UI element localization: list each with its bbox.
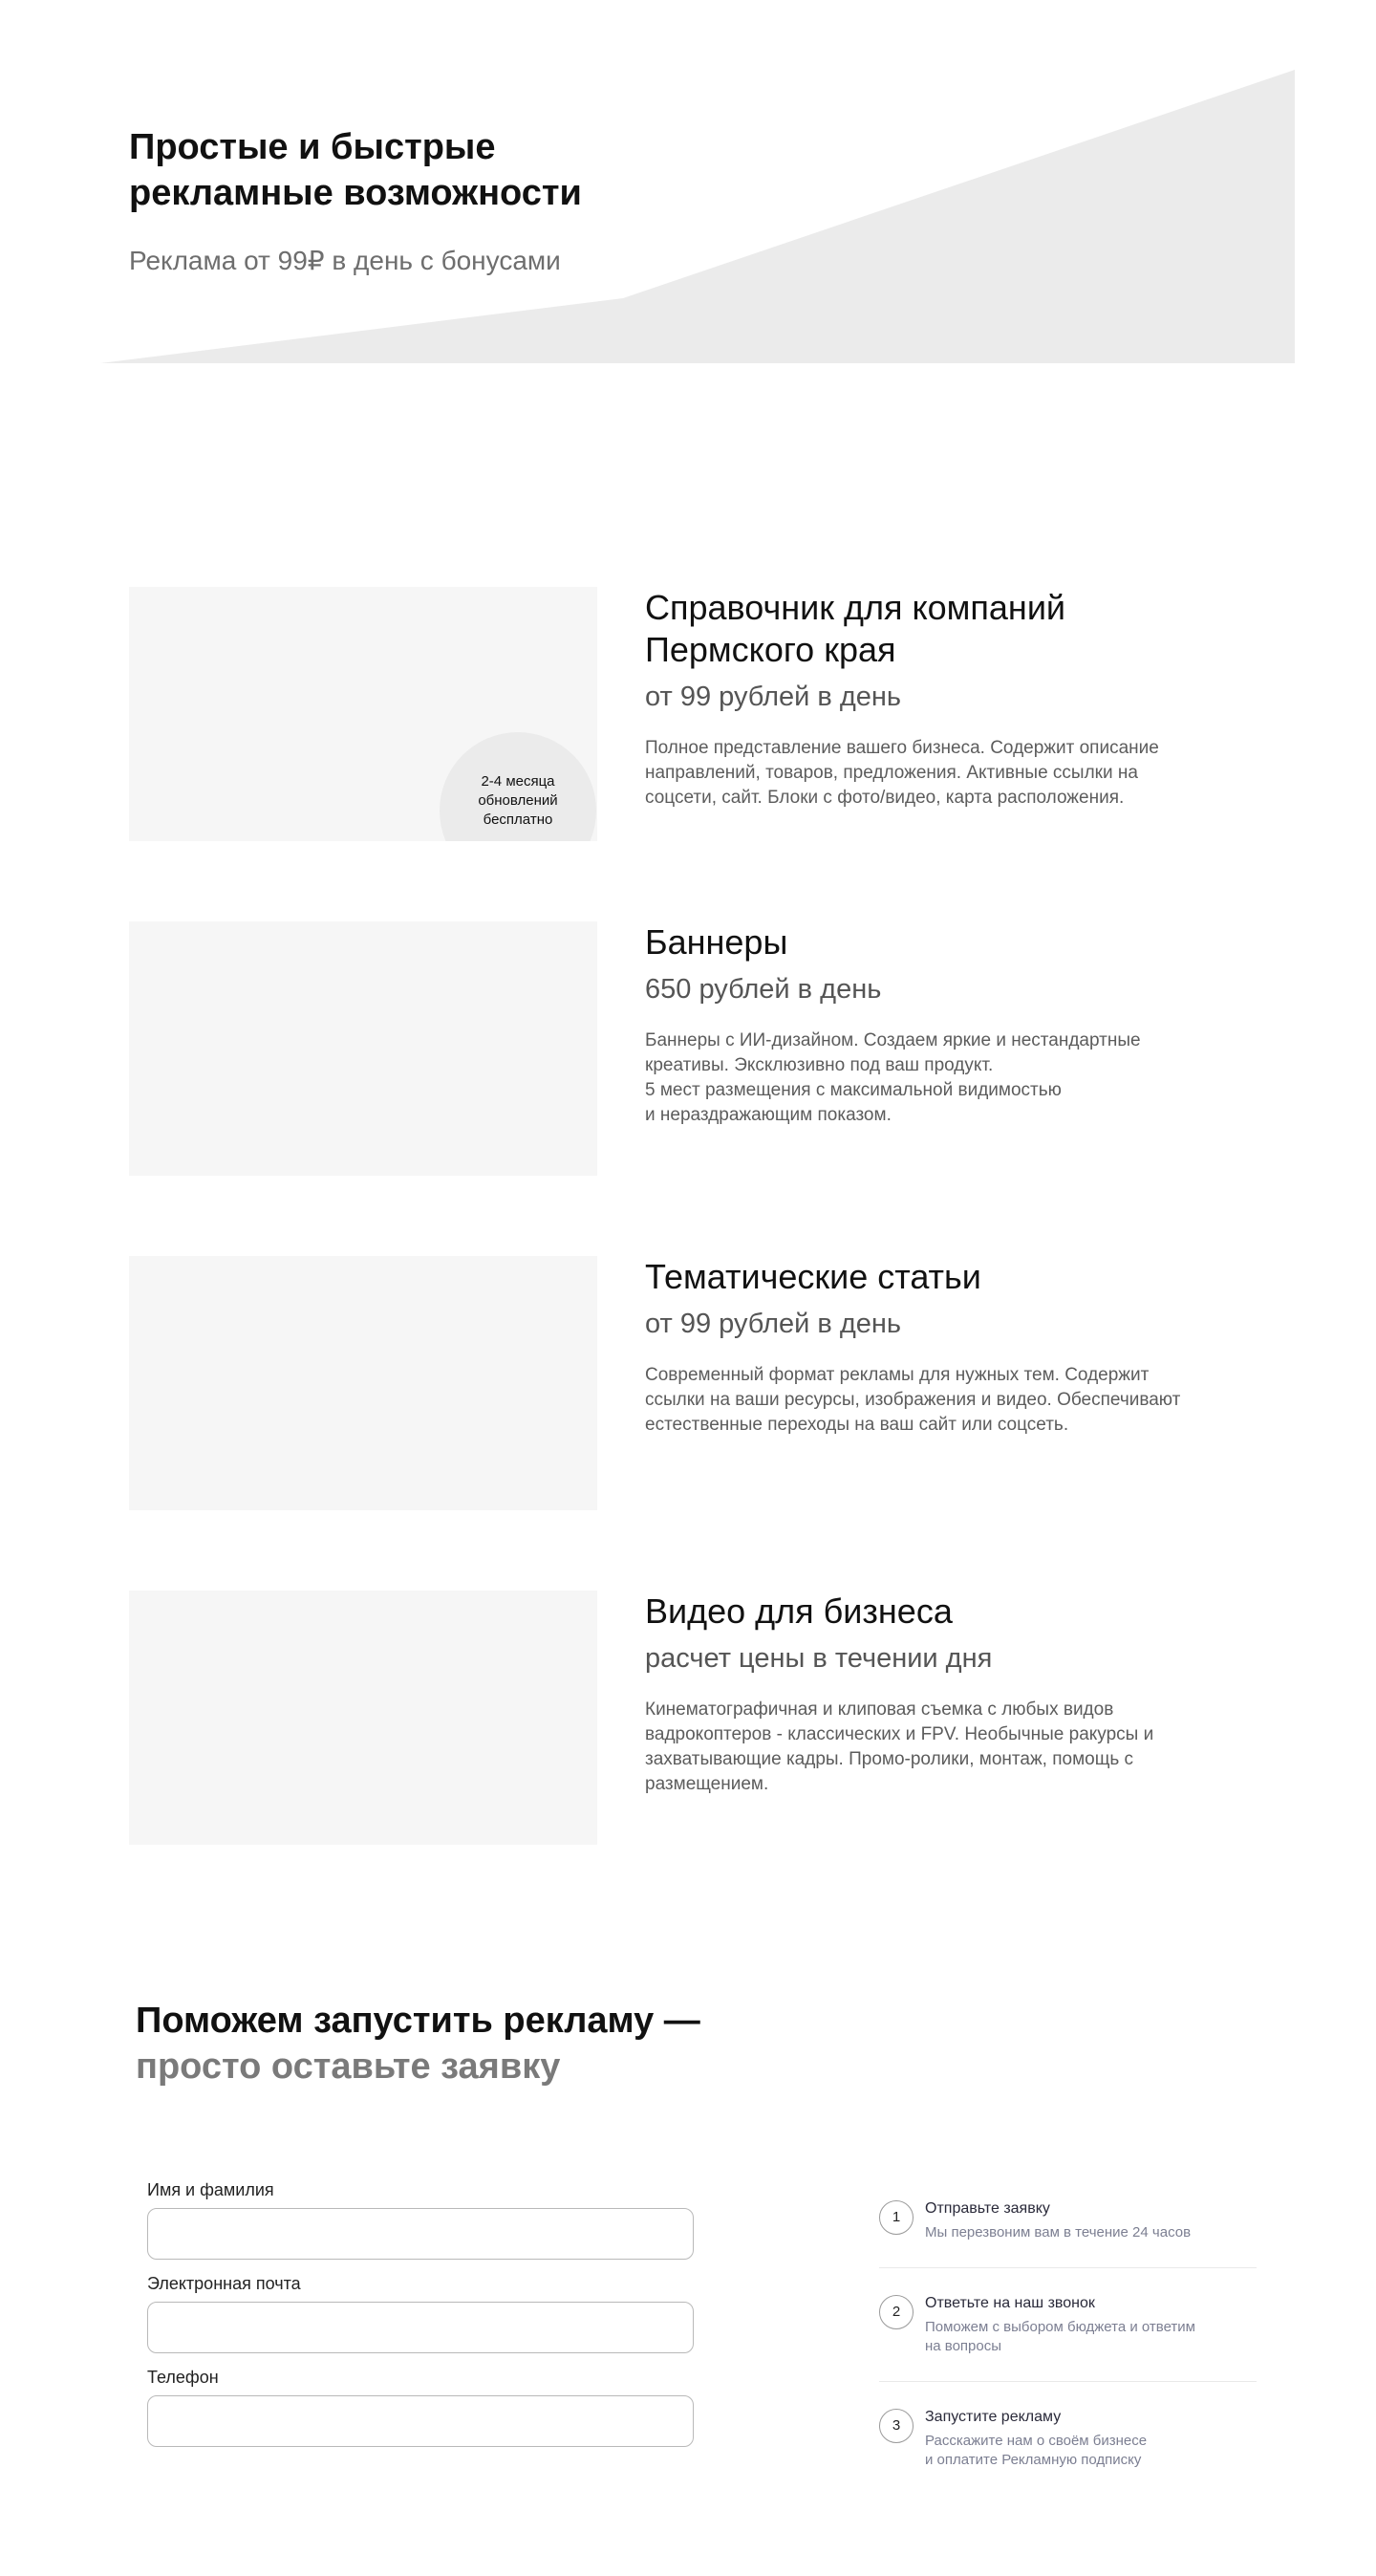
service-body: [645, 1256, 1199, 1438]
service-video: [0, 1591, 1376, 1845]
steps-list: [879, 2198, 1257, 2470]
name-field-group: [147, 2179, 694, 2260]
hero-section: [0, 0, 1376, 363]
step-item: [879, 2293, 1257, 2356]
badge-text: 2-4 месяца обновлений бесплатно: [478, 773, 558, 828]
service-title: Видео для бизнеса: [645, 1591, 953, 1631]
service-body: [645, 921, 1199, 1128]
step-item: [879, 2198, 1257, 2242]
service-title: Справочник для компаний Пермского края: [645, 588, 1066, 669]
step-title: Запустите рекламу: [925, 2409, 1062, 2425]
service-articles: [0, 1256, 1376, 1510]
service-title: Баннеры: [645, 922, 788, 962]
step-divider: [879, 2267, 1257, 2268]
name-input[interactable]: [147, 2208, 694, 2260]
cta-section: [136, 1998, 700, 2089]
name-label: Имя и фамилия: [147, 2180, 274, 2199]
step-number: 3: [879, 2409, 914, 2443]
phone-field-group: [147, 2367, 694, 2447]
request-form: [147, 2179, 694, 2460]
service-description: Современный формат рекламы для нужных тем. Содержит ссылки на ваши ресурсы, изображения и видео. Обеспечивают естественные переходы на ваш сайт или соцсеть.: [645, 1365, 1181, 1435]
email-field-group: [147, 2273, 694, 2353]
phone-input[interactable]: [147, 2395, 694, 2447]
step-title: Отправьте заявку: [925, 2200, 1050, 2217]
email-input[interactable]: [147, 2302, 694, 2353]
cta-title: Поможем запустить рекламу —: [136, 2001, 700, 2041]
service-title: Тематические статьи: [645, 1257, 981, 1296]
service-body: [645, 587, 1199, 811]
step-item: [879, 2407, 1257, 2470]
service-description: Полное представление вашего бизнеса. Содержит описание направлений, товаров, предложения. Активные ссылки на соцсети, сайт. Блоки с фото/видео, карта расположения.: [645, 738, 1159, 808]
step-text: Мы перезвоним вам в течение 24 часов: [925, 2224, 1192, 2240]
service-body: [645, 1591, 1199, 1797]
service-banners: [0, 921, 1376, 1176]
service-image-placeholder: [129, 1256, 597, 1510]
cta-subtitle: просто оставьте заявку: [136, 2046, 561, 2087]
step-title: Ответьте на наш звонок: [925, 2295, 1095, 2311]
step-text: Поможем с выбором бюджета и ответим на вопросы: [925, 2319, 1195, 2354]
hero-subtitle: Реклама от 99₽ в день с бонусами: [129, 246, 561, 275]
service-image-placeholder: [129, 587, 597, 841]
service-image-placeholder: [129, 1591, 597, 1845]
service-image-placeholder: [129, 921, 597, 1176]
step-number: 1: [879, 2200, 914, 2235]
phone-label: Телефон: [147, 2368, 219, 2387]
step-number: 2: [879, 2295, 914, 2329]
service-price: от 99 рублей в день: [645, 682, 902, 712]
free-updates-badge: [440, 732, 596, 841]
service-price: от 99 рублей в день: [645, 1309, 902, 1339]
service-description: Кинематографичная и клиповая съемка с любых видов вадрокоптеров - классических и FPV. Необычные ракурсы и захватывающие кадры. Промо-ролики, монтаж, помощь с размещением.: [645, 1699, 1154, 1794]
step-text: Расскажите нам о своём бизнесе и оплатите Рекламную подписку: [925, 2433, 1148, 2468]
step-divider: [879, 2381, 1257, 2382]
service-description: Баннеры с ИИ-дизайном. Создаем яркие и нестандартные креативы. Эксклюзивно под ваш продукт. 5 мест размещения с максимальной видимостью и нераздражающим показом.: [645, 1030, 1141, 1125]
service-price: расчет цены в течении дня: [645, 1643, 993, 1674]
service-price: 650 рублей в день: [645, 974, 882, 1005]
service-directory: [0, 587, 1376, 841]
hero-title: Простые и быстрые рекламные возможности: [129, 127, 582, 213]
email-label: Электронная почта: [147, 2274, 301, 2293]
